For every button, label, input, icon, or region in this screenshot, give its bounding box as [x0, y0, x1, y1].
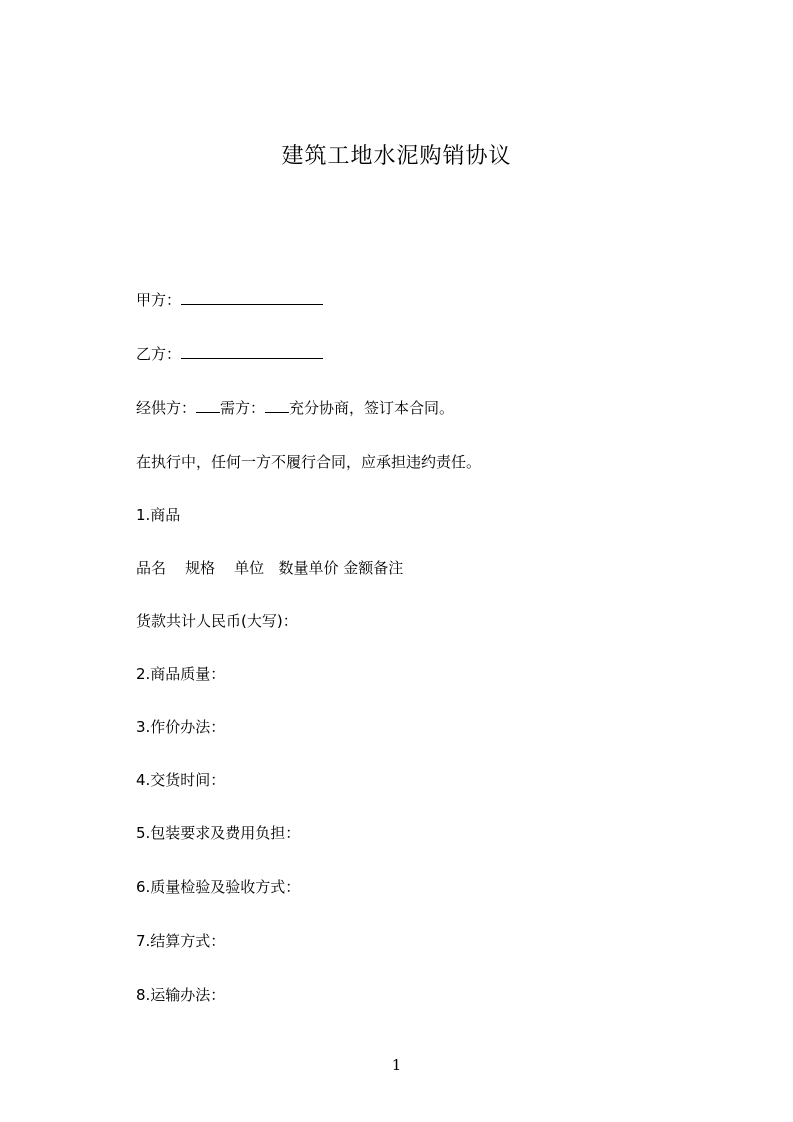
section-6-heading: 6.质量检验及验收方式：: [136, 878, 301, 896]
supply-blank: [196, 398, 220, 413]
demand-label: 需方：: [220, 399, 266, 417]
section-5-heading: 5.包装要求及费用负担：: [136, 824, 301, 842]
party-b-label: 乙方：: [136, 345, 182, 363]
section-3-heading: 3.作价办法：: [136, 718, 226, 736]
document-title: 建筑工地水泥购销协议: [281, 144, 512, 169]
party-a-blank: [181, 290, 323, 305]
total-amount-line: 货款共计人民币(大写)：: [136, 612, 298, 630]
section-4-heading: 4.交货时间：: [136, 771, 226, 789]
demand-blank: [265, 398, 289, 413]
page-number: 1: [391, 1056, 402, 1074]
party-a-line: [136, 290, 323, 310]
goods-table-header: 品名 规格 单位 数量单价 金额备注: [136, 559, 404, 577]
section-7-heading: 7.结算方式：: [136, 932, 226, 950]
section-1-heading: 1.商品: [136, 506, 181, 524]
negotiation-text: 充分协商，签订本合同。: [289, 399, 455, 417]
section-2-heading: 2.商品质量：: [136, 665, 226, 683]
party-a-label: 甲方：: [136, 291, 182, 309]
responsibility-line: 在执行中，任何一方不履行合同，应承担违约责任。: [136, 453, 482, 471]
party-b-line: [136, 344, 323, 364]
agreement-line: [136, 398, 454, 418]
section-8-heading: 8.运输办法：: [136, 986, 226, 1004]
supply-label: 经供方：: [136, 399, 197, 417]
party-b-blank: [181, 344, 323, 359]
